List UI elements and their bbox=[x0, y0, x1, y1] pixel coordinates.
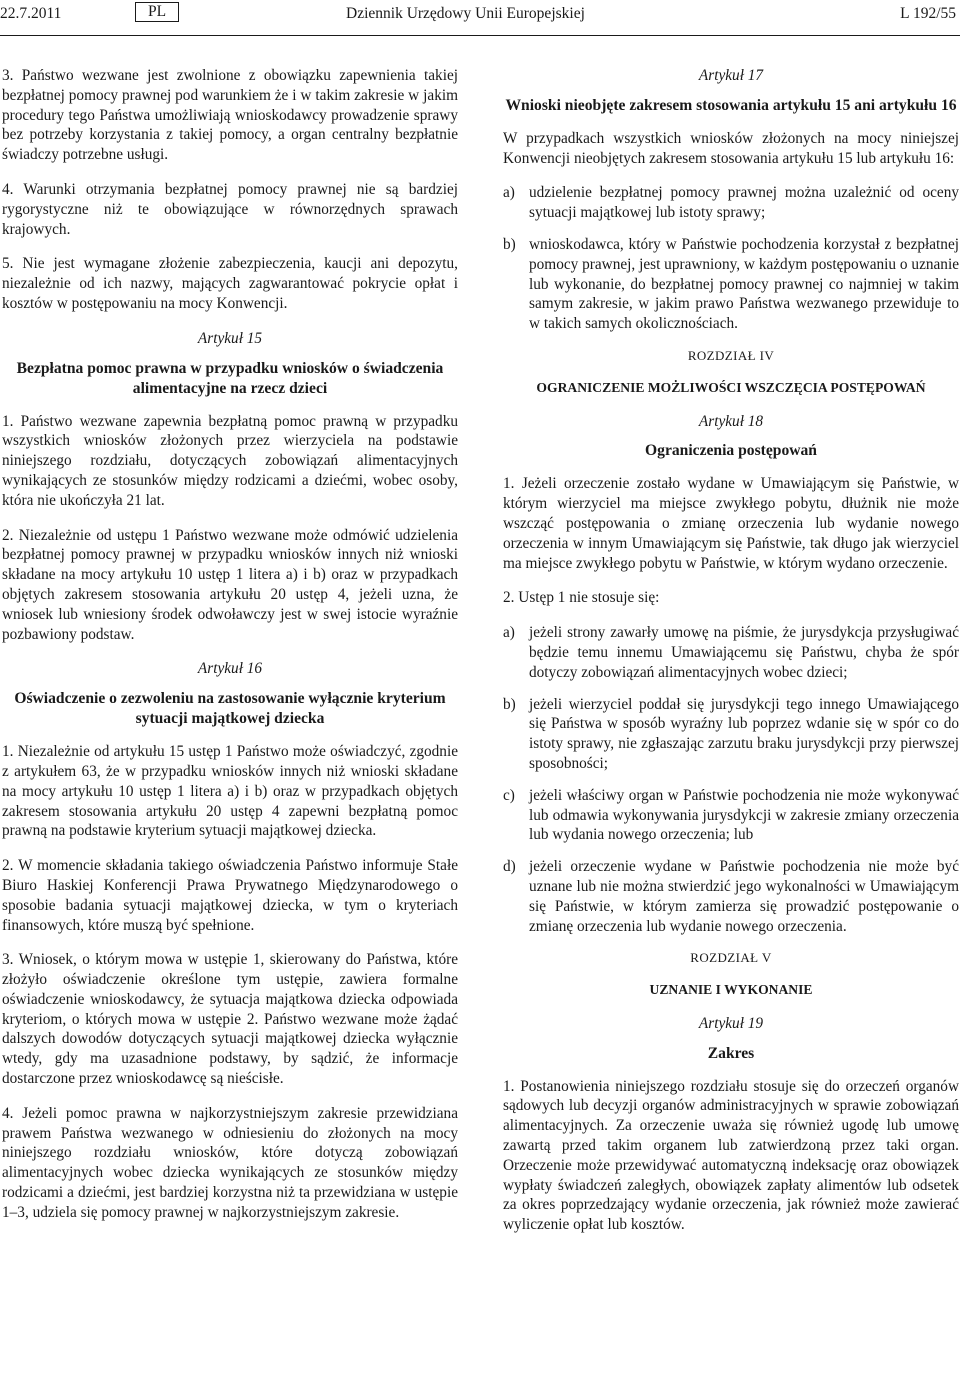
item-text: jeżeli właściwy organ w Państwie pochodzenia nie może wykonywać lub odmawia wykonywania jurysdykcji w zakresie zmiany orzeczenia lub wydania nowego orzeczenia; lub bbox=[529, 786, 959, 844]
paragraph: 2. Ustęp 1 nie stosuje się: bbox=[503, 589, 660, 607]
chapter-number: ROZDZIAŁ IV bbox=[687, 347, 775, 363]
paragraph: 4. Jeżeli pomoc prawna w najkorzystniejszym zakresie przewidziana prawem Państwa wezwanego w odniesieniu do złożonych na mocy niniejszego rozdziału wniosków, które dotyczą zobowiązań alimentacyjnych wobec dziecka wynikających ze stosunków między rodzicami a dziećmi, jest bardziej korzystna niż ta przewidziana w ustępie 1–3, udziela się pomocy prawnej w najkorzystniejszym zakresie. bbox=[2, 1104, 458, 1221]
item-text: wnioskodawca, który w Państwie pochodzenia korzystał z bezpłatnej pomocy prawnej, jest uprawniony, w każdym postępowaniu o uznanie lub wykonanie, do bezpłatnej pomocy prawnej co najmniej w takim samym zakresie, w jakim prawo Państwa wezwanego przewiduje to w takich samych okolicznościach. bbox=[529, 235, 959, 333]
chapter-title: UZNANIE I WYKONANIE bbox=[649, 982, 813, 998]
article-number: Artykuł 15 bbox=[197, 329, 263, 347]
journal-title: Dziennik Urzędowy Unii Europejskiej bbox=[346, 5, 585, 22]
paragraph: 5. Nie jest wymagane złożenie zabezpieczenia, kaucji ani depozytu, niezależnie od ich nazwy, mających zagwarantować pokrycie opłat i kosztów w postępowaniu na mocy Konwencji. bbox=[2, 255, 458, 312]
left-column bbox=[2, 66, 458, 1238]
item-text: udzielenie bezpłatnej pomocy prawnej można uzależnić od oceny sytuacji majątkowej lub istoty sprawy; bbox=[529, 184, 959, 222]
item-text: jeżeli orzeczenie wydane w Państwie pochodzenia nie może być uznane lub nie można stwierdzić jego wykonalności w Umawiającym się Państwie, w którym zamierza się prowadzić postępowanie o zmianę orzeczenia lub wydanie nowego orzeczenia. bbox=[529, 858, 959, 935]
article-number: Artykuł 16 bbox=[197, 660, 263, 678]
article-title: Oświadczenie o zezwoleniu na zastosowanie wyłącznie kryterium sytuacji majątkowej dziecka bbox=[14, 690, 446, 728]
list-item bbox=[503, 235, 959, 334]
paragraph: 2. Niezależnie od ustępu 1 Państwo wezwane może odmówić udzielenia bezpłatnej pomocy prawnej w przypadku wniosków innych niż wnioski składane na mocy artykułu 10 ustęp 1 litera a) i b) oraz w przypadkach objętych zakresem stosowania artykułu 20 ustęp 4, jeżeli uzna, że wniosek lub wniesiony środek odwoławczy jest w swej istocie wyraźnie pozbawiony podstaw. bbox=[2, 526, 458, 643]
paragraph: 3. Wniosek, o którym mowa w ustępie 1, skierowany do Państwa, które złożyło oświadczenie określone tym ustępie, zawiera formalne oświadczenie wnioskodawcy, że sytuacja majątkowa dziecka odpowiada kryteriom, o których mowa w ustępie 2. Państwo wezwane może żądać dalszych dowodów dotyczących sytuacji majątkowej dziecka wyłącznie wtedy, gdy ma uzasadnione podstawy, by sądzić, że informacje dostarczone przez wnioskodawcę są nieścisłe. bbox=[2, 951, 458, 1088]
list-item bbox=[503, 183, 959, 223]
article-title: Ograniczenia postępowań bbox=[645, 442, 817, 460]
list-item bbox=[503, 786, 959, 845]
article-number: Artykuł 19 bbox=[698, 1014, 764, 1032]
paragraph: 4. Warunki otrzymania bezpłatnej pomocy prawnej nie są bardziej rygorystyczne niż te obowiązujące w równorzędnych sprawach krajowych. bbox=[2, 180, 458, 238]
header-rule bbox=[0, 35, 960, 36]
language-box: PL bbox=[135, 2, 179, 22]
item-label: a) bbox=[503, 624, 515, 642]
article-title: Wnioski nieobjęte zakresem stosowania artykułu 15 ani artykułu 16 bbox=[505, 96, 957, 114]
chapter-number: ROZDZIAŁ V bbox=[690, 950, 772, 966]
paragraph: 1. Państwo wezwane zapewnia bezpłatną pomoc prawną w przypadku wszystkich wniosków złożonych przez wierzyciela na podstawie niniejszego rozdziału, dotyczących zobowiązań alimentacyjnych wynikających ze stosunków między rodzicami a dziećmi, wobec osoby, która nie ukończyła 21 lat. bbox=[2, 412, 458, 509]
paragraph: 1. Jeżeli orzeczenie zostało wydane w Umawiającym się Państwie, w którym wierzyciel ma miejsce zwykłego pobytu, dłużnik nie może wszcząć postępowania o zmianę orzeczenia lub wydanie nowego orzeczenia w innym Umawiającym się Państwie, tak długo jak wierzyciel ma miejsce zwykłego pobytu w Państwie, w którym wydano orzeczenie. bbox=[503, 475, 959, 572]
item-text: jeżeli strony zawarły umowę na piśmie, że jurysdykcja przysługiwać będzie temu innemu Umawiającemu się Państwu, chyba że spór dotyczy zobowiązań alimentacyjnych wobec dzieci; bbox=[529, 624, 959, 681]
item-label: b) bbox=[503, 235, 516, 253]
list-item bbox=[503, 695, 959, 774]
article-title: Bezpłatna pomoc prawna w przypadku wniosków o świadczenia alimentacyjne na rzecz dzieci bbox=[16, 359, 444, 397]
list-item bbox=[503, 857, 959, 936]
item-label: c) bbox=[503, 786, 515, 804]
article-title: Zakres bbox=[707, 1044, 755, 1062]
paragraph: 1. Niezależnie od artykułu 15 ustęp 1 Państwo może oświadczyć, zgodnie z artykułem 63, że w przypadku wniosków innych niż wnioski składane na mocy artykułu 10 ustęp 1 litera a) i b) oraz w przypadkach objętych zakresem stosowania artykułu 20 ustęp 4 zapewni bezpłatną pomoc prawną na podstawie kryterium sytuacji majątkowej dziecka. bbox=[2, 743, 458, 840]
item-label: d) bbox=[503, 858, 516, 876]
list-item bbox=[503, 623, 959, 682]
article-number: Artykuł 18 bbox=[698, 412, 764, 430]
page-number: L 192/55 bbox=[900, 5, 956, 22]
right-column bbox=[503, 66, 959, 1250]
chapter-title: OGRANICZENIE MOŻLIWOŚCI WSZCZĘCIA POSTĘPOWAŃ bbox=[536, 379, 926, 395]
item-label: b) bbox=[503, 695, 516, 713]
page-header bbox=[0, 0, 960, 40]
item-text: jeżeli wierzyciel poddał się jurysdykcji tego innego Umawiającego się Państwa w sposób wyraźny lub poprzez wdanie się w spór co do istoty sprawy, nie zgłaszając zarzutu braku jurysdykcji przy pierwszej sposobności; bbox=[529, 695, 959, 772]
paragraph: 1. Postanowienia niniejszego rozdziału stosuje się do orzeczeń organów sądowych lub decyzji organów administracyjnych w sprawie zobowiązań alimentacyjnych. Za orzeczenie uważa się również ugodę lub umowę zawartą przed takim organem lub zatwierdzoną przez taki organ. Orzeczenie może przewidywać automatyczną indeksację oraz obowiązek wypłaty świadczeń zaległych, obowiązek zapłaty alimentów lub odsetek za okres poprzedzający wydanie orzeczenia, jak również może zawierać wyliczenie opłat lub kosztów. bbox=[503, 1077, 959, 1234]
paragraph: W przypadkach wszystkich wniosków złożonych na mocy niniejszej Konwencji nieobjętych zakresem stosowania artykułu 15 lub artykułu 16: bbox=[503, 129, 959, 167]
publication-date: 22.7.2011 bbox=[0, 5, 62, 22]
article-number: Artykuł 17 bbox=[698, 67, 764, 84]
paragraph: 3. Państwo wezwane jest zwolnione z obowiązku zapewnienia takiej bezpłatnej pomocy prawnej pod warunkiem że i w takim zakresie w jakim procedury tego Państwa umożliwiają wnioskodawcy prowadzenie sprawy bez potrzeby korzystania z takiej pomocy, a organ centralny bezpłatnie świadczy potrzebne usługi. bbox=[2, 67, 458, 164]
paragraph: 2. W momencie składania takiego oświadczenia Państwo informuje Stałe Biuro Haskiej Konferencji Prawa Prywatnego Międzynarodowego o sposobie badania sytuacji majątkowej dziecka, w tym o kryteriach finansowych, które muszą być spełnione. bbox=[2, 857, 458, 934]
item-label: a) bbox=[503, 184, 515, 202]
